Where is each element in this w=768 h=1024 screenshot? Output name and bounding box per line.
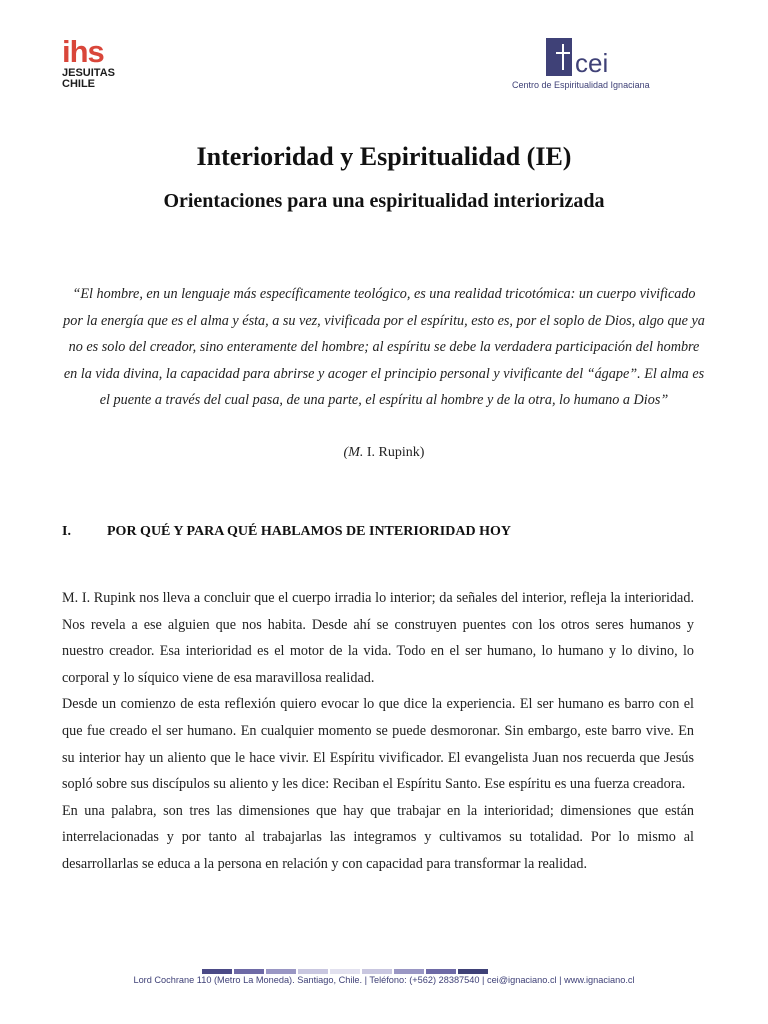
- footer-bar-segment: [362, 969, 392, 974]
- jesuitas-chile-logo: [62, 34, 132, 90]
- quote-author-name: I. Rupink): [363, 445, 425, 460]
- footer-bar-segment: [266, 969, 296, 974]
- footer-bar-segment: [330, 969, 360, 974]
- quote-author-initial: (M.: [343, 445, 364, 460]
- cei-logo-mark-row: [546, 38, 652, 76]
- section-heading: [62, 524, 511, 540]
- document-subtitle: Orientaciones para una espiritualidad interiorizada: [163, 190, 605, 212]
- footer-bar-segment: [426, 969, 456, 974]
- footer-bar-segment: [202, 969, 232, 974]
- footer-bar-segment: [298, 969, 328, 974]
- ihs-logo-mark: ihs: [62, 34, 104, 69]
- cross-icon: [546, 38, 572, 76]
- section-title: POR QUÉ Y PARA QUÉ HABLAMOS DE INTERIORIDAD HOY: [107, 524, 511, 539]
- paragraph: En una palabra, son tres las dimensiones que hay que trabajar en la interioridad; dimensiones que están interrelacionadas y por tanto al trabajarlas las integramos y cultivamos su totalidad. Por lo mismo al desarrollarlas se educa a la persona en relación y con capacidad para transformar la realidad.: [62, 802, 694, 872]
- paragraph: M. I. Rupink nos lleva a concluir que el cuerpo irradia lo interior; da señales del interior, refleja la interioridad. Nos revela a ese alguien que nos habita. Desde ahí se construyen puentes con los otros seres humanos y nuestro creador. Esa interioridad es el motor de la vida. Todo en el ser humano, lo humano y lo divino, lo corporal y lo síquico viene de esa maravillosa realidad.: [62, 590, 694, 686]
- quote-attribution: [0, 442, 768, 464]
- cei-logo-subtitle: Centro de Espiritualidad Ignaciana: [512, 80, 650, 90]
- cei-logo-text: cei: [575, 48, 609, 78]
- body-text: [62, 585, 694, 878]
- footer-bar-segment: [394, 969, 424, 974]
- footer-color-bar: [202, 969, 488, 974]
- footer-bar-segment: [234, 969, 264, 974]
- paragraph: Desde un comienzo de esta reflexión quiero evocar lo que dice la experiencia. El ser humano es barro con el que fue creado el ser humano. En cualquier momento se puede desmoronar. Sin embargo, este barro vive. En su interior hay un aliento que le hace vivir. El Espíritu vivificador. El evangelista Juan nos recuerda que Jesús sopló sobre sus discípulos su aliento y les dice: Reciban el Espíritu Santo. Ese espíritu es una fuerza creadora.: [62, 696, 694, 793]
- logo-line-chile: CHILE: [62, 78, 95, 90]
- section-number: I.: [62, 524, 71, 539]
- epigraph-quote: “El hombre, en un lenguaje más específicamente teológico, es una realidad tricotómica: un cuerpo vivificado por la energía que es el alma y ésta, a su vez, vivificada por el espíritu, esto es, por el soplo de Dios, algo que ya no es solo del creador, sino enteramente del hombre; al espíritu se debe la verdadera participación del hombre en la vida divina, la capacidad para abrirse y acoger el principio personal y vivificante del “ágape”. El alma es el puente a través del cual pasa, de una parte, el espíritu al hombre y de la otra, lo humano a Dios”: [63, 286, 705, 409]
- logo-line-jesuitas: JESUITAS: [62, 67, 115, 79]
- cei-logo: [512, 38, 652, 90]
- document-title: Interioridad y Espiritualidad (IE): [196, 142, 572, 171]
- footer-bar-segment: [458, 969, 488, 974]
- footer-contact-info: Lord Cochrane 110 (Metro La Moneda). Santiago, Chile. | Teléfono: (+562) 28387540 | cei@ignaciano.cl | www.ignaciano.cl: [133, 975, 635, 985]
